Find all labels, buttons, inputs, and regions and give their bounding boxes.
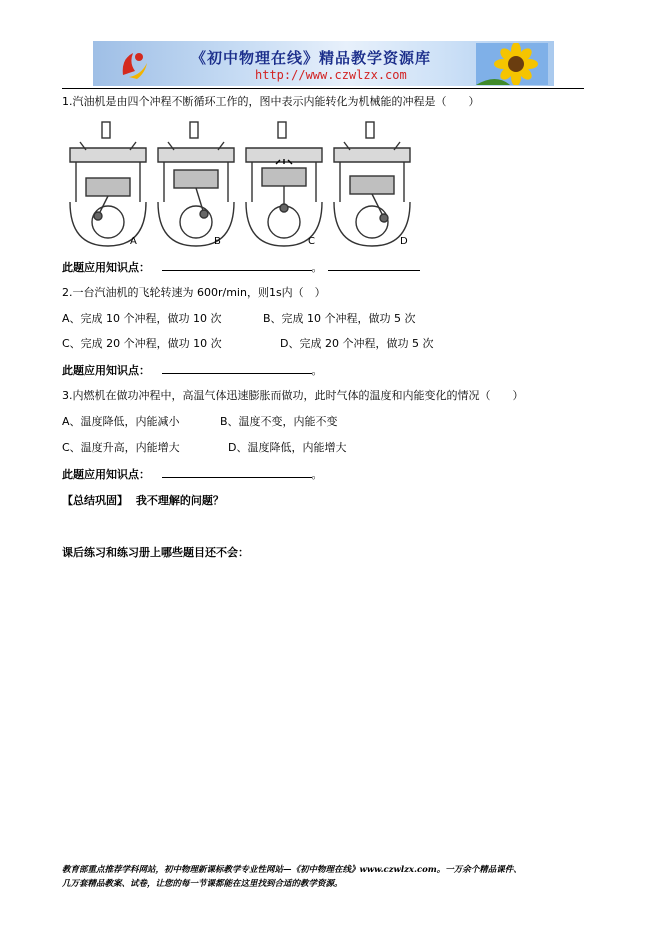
footer-line-1: 教育部重点推荐学科网站，初中物理新课标教学专业性网站—《初中物理在线》www.czwlzx.com。一万余个精品课件、 [62, 865, 522, 875]
homework-prompt: 课后练习和练习册上哪些题目还不会： [62, 546, 249, 559]
sunflower-icon [476, 43, 548, 85]
banner-title: 《初中物理在线》精品教学资源库 [191, 49, 432, 67]
option-3c: C、温度升高，内能增大 [62, 441, 180, 454]
period: 。 [311, 364, 323, 377]
knowledge-line-3 [62, 467, 323, 482]
figure-label-d: D [400, 236, 408, 247]
knowledge-line-1 [62, 260, 420, 275]
summary-question: 我不理解的问题？ [135, 494, 224, 507]
answer-blank[interactable] [162, 467, 312, 478]
banner-url[interactable]: http://www.czwlzx.com [255, 68, 407, 82]
knowledge-label: 此题应用知识点： [62, 364, 150, 377]
knowledge-label: 此题应用知识点： [62, 261, 150, 274]
answer-blank[interactable] [162, 260, 312, 271]
question-3-stem: 3.内燃机在做功冲程中，高温气体迅速膨胀而做功，此时气体的温度和内能变化的情况（ ） [62, 389, 524, 402]
option-2b: B、完成 10 个冲程，做功 5 次 [263, 312, 416, 325]
knowledge-label: 此题应用知识点： [62, 468, 150, 481]
option-3a: A、温度降低，内能减小 [62, 415, 180, 428]
figure-label-c: C [308, 236, 315, 247]
footer-line-2: 几万套精品教案、试卷，让您的每一节课都能在这里找到合适的教学资源。 [62, 879, 343, 889]
question-2-stem: 2.一台汽油机的飞轮转速为 600r/min，则1s内（ ） [62, 286, 326, 299]
period: 。 [311, 468, 323, 481]
option-2d: D、完成 20 个冲程，做功 5 次 [280, 337, 434, 350]
option-2a: A、完成 10 个冲程，做功 10 次 [62, 312, 222, 325]
header-rule [62, 88, 584, 89]
summary-heading: 【总结巩固】 [62, 494, 128, 507]
site-logo-icon [115, 45, 153, 83]
answer-blank[interactable] [162, 363, 312, 374]
figure-label-b: B [214, 236, 221, 247]
summary-line [62, 494, 224, 508]
engine-strokes-figure [64, 120, 424, 250]
option-3d: D、温度降低，内能增大 [228, 441, 347, 454]
answer-blank[interactable] [328, 260, 420, 271]
knowledge-line-2 [62, 363, 323, 378]
question-1-stem: 1.汽油机是由四个冲程不断循环工作的，图中表示内能转化为机械能的冲程是（ ） [62, 95, 480, 108]
figure-label-a: A [130, 236, 137, 247]
option-3b: B、温度不变，内能不变 [220, 415, 338, 428]
option-2c: C、完成 20 个冲程，做功 10 次 [62, 337, 222, 350]
header-banner [93, 41, 554, 86]
period: 。 [311, 261, 323, 274]
